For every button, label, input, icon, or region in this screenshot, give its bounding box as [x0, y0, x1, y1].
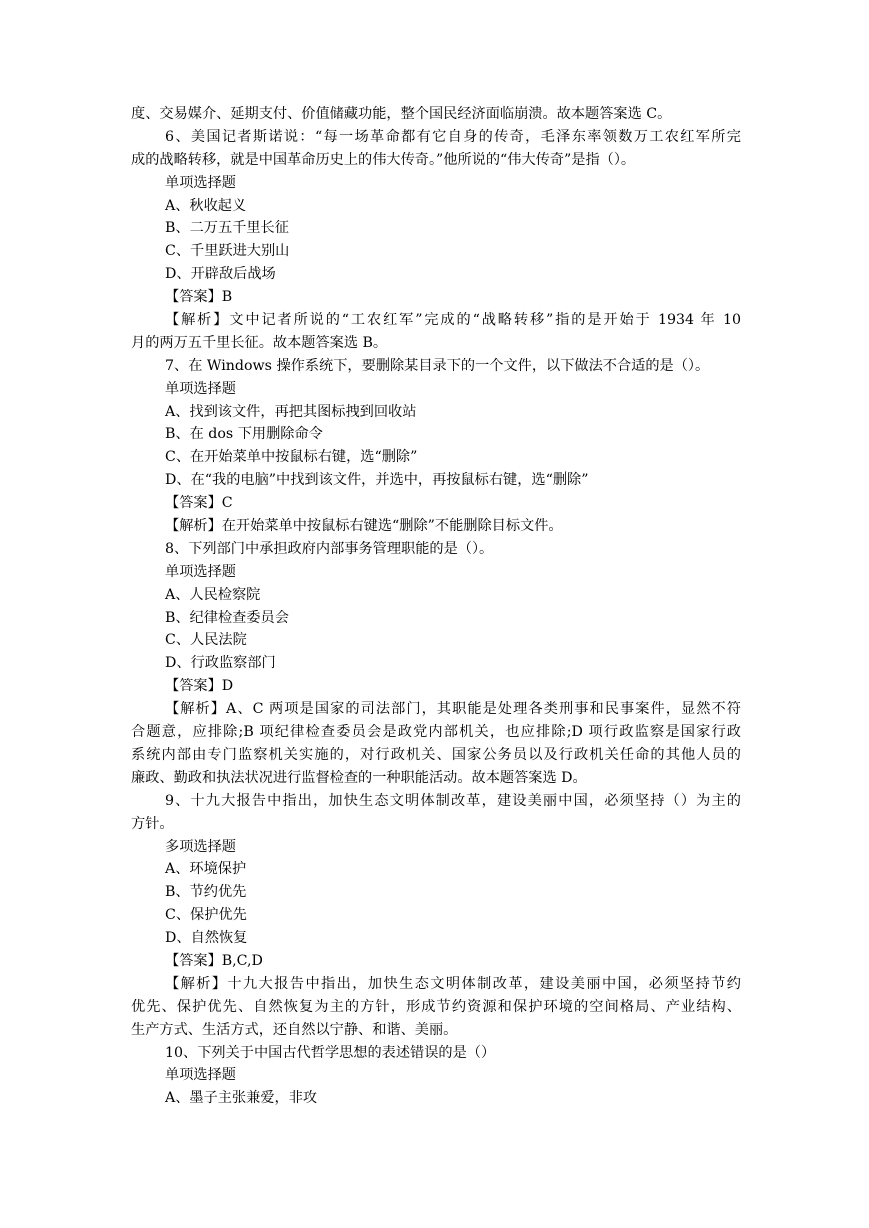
- text-line: 【答案】D: [165, 678, 234, 695]
- text-line: B、二万五千里长征: [165, 220, 289, 237]
- text-line: 单项选择题: [165, 563, 236, 580]
- text-line: 多项选择题: [165, 838, 236, 855]
- text-line: 9、十九大报告中指出，加快生态文明体制改革，建设美丽中国，必须坚持（）为主的: [165, 792, 741, 809]
- text-line: 成的战略转移，就是中国革命历史上的伟大传奇。”他所说的“伟大传奇”是指（）。: [131, 151, 636, 168]
- text-line: 【答案】B,C,D: [165, 952, 263, 969]
- text-line: 10、下列关于中国古代哲学思想的表述错误的是（）: [165, 1044, 496, 1061]
- text-line: 【答案】C: [165, 495, 233, 512]
- text-line: 廉政、勤政和执法状况进行监督检查的一种职能活动。故本题答案选 D。: [131, 769, 587, 786]
- text-line: B、纪律检查委员会: [165, 609, 289, 626]
- text-line: C、人民法院: [165, 632, 247, 649]
- text-line: 单项选择题: [165, 1067, 236, 1084]
- text-line: 度、交易媒介、延期支付、价值储藏功能，整个国民经济面临崩溃。故本题答案选 C。: [131, 106, 672, 122]
- text-line: D、在“我的电脑”中找到该文件，并选中，再按鼠标右键，选“删除”: [165, 472, 589, 489]
- text-line: 6、美国记者斯诺说：“每一场革命都有它自身的传奇，毛泽东率领数万工农红军所完: [165, 128, 741, 145]
- text-line: 7、在 Windows 操作系统下，要删除某目录下的一个文件，以下做法不合适的是（）。: [165, 357, 710, 374]
- document-page: [131, 103, 741, 1110]
- text-line: 【解析】在开始菜单中按鼠标右键选“删除”不能删除目标文件。: [165, 518, 563, 535]
- text-line: 单项选择题: [165, 380, 236, 397]
- text-line: D、行政监察部门: [165, 655, 276, 672]
- text-line: C、在开始菜单中按鼠标右键，选“删除”: [165, 449, 418, 466]
- text-line: D、开辟敌后战场: [165, 266, 276, 283]
- text-line: 合题意，应排除;B 项纪律检查委员会是政党内部机关，也应排除;D 项行政监察是国家行政: [131, 724, 741, 741]
- text-line: 生产方式、生活方式，还自然以宁静、和谐、美丽。: [131, 1021, 458, 1038]
- text-line: 【解析】十九大报告中指出，加快生态文明体制改革，建设美丽中国，必须坚持节约: [165, 975, 741, 992]
- text-line: 优先、保护优先、自然恢复为主的方针，形成节约资源和保护环境的空间格局、产业结构、: [131, 998, 741, 1015]
- text-line: A、环境保护: [165, 861, 247, 878]
- text-line: D、自然恢复: [165, 930, 248, 947]
- text-line: A、墨子主张兼爱，非攻: [165, 1090, 318, 1107]
- text-line: 月的两万五千里长征。故本题答案选 B。: [131, 334, 388, 351]
- text-line: A、秋收起义: [165, 197, 247, 214]
- text-line: 【解析】A、C 两项是国家的司法部门，其职能是处理各类刑事和民事案件，显然不符: [165, 701, 741, 718]
- text-line: A、人民检察院: [165, 586, 261, 603]
- text-line: C、千里跃进大别山: [165, 243, 290, 260]
- text-line: A、找到该文件，再把其图标拽到回收站: [165, 403, 417, 420]
- text-line: 8、下列部门中承担政府内部事务管理职能的是（）。: [165, 540, 494, 557]
- text-line: 【解析】文中记者所说的“工农红军”完成的“战略转移”指的是开始于 1934 年 10: [165, 312, 741, 329]
- text-line: 单项选择题: [165, 174, 236, 191]
- text-line: 【答案】B: [165, 289, 233, 306]
- text-line: 方针。: [131, 815, 174, 832]
- text-line: C、保护优先: [165, 907, 247, 924]
- text-line: B、在 dos 下用删除命令: [165, 426, 323, 443]
- text-line: 系统内部由专门监察机关实施的，对行政机关、国家公务员以及行政机关任命的其他人员的: [131, 746, 741, 763]
- text-line: B、节约优先: [165, 884, 247, 901]
